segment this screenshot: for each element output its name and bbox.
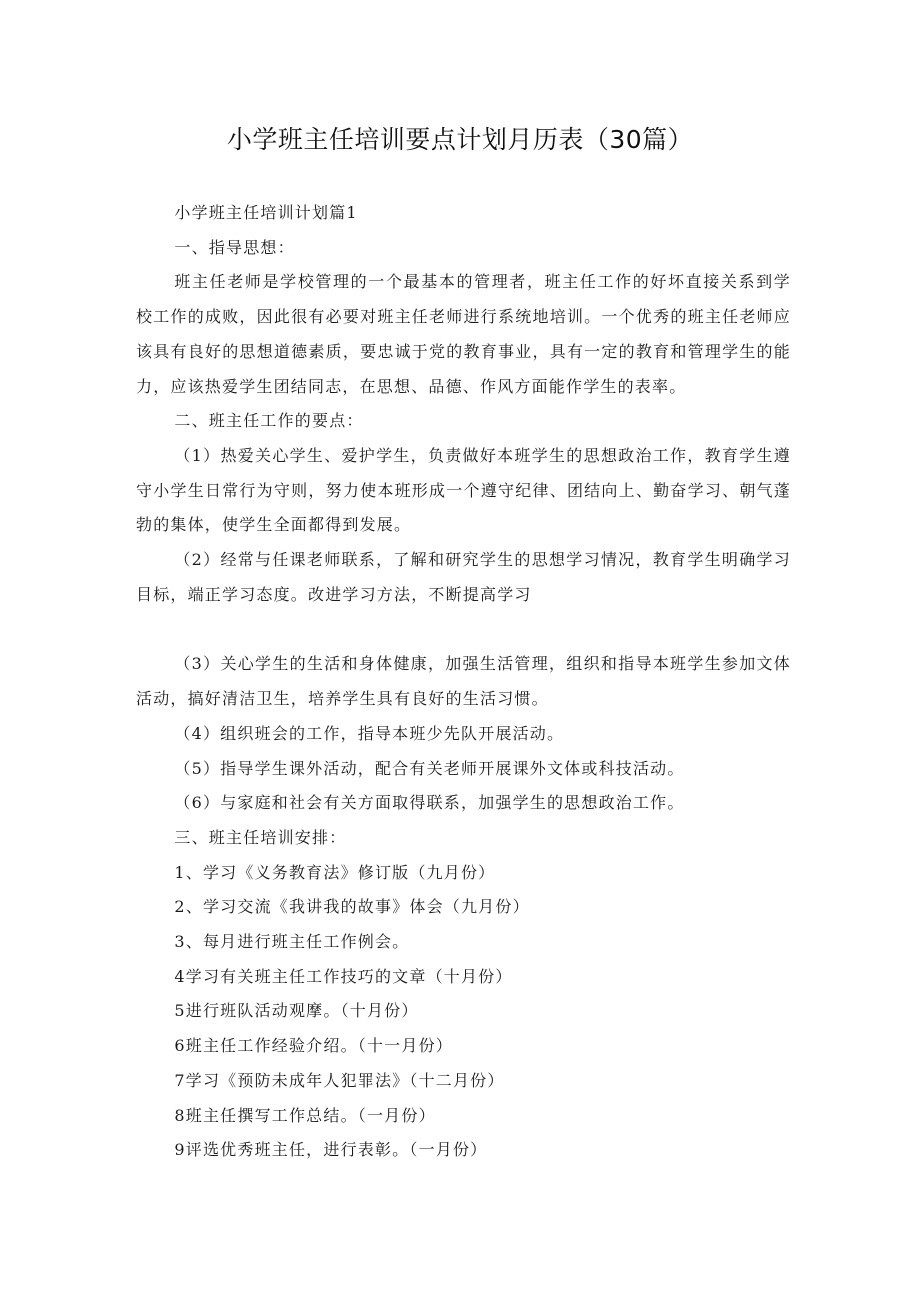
paragraph: 班主任老师是学校管理的一个最基本的管理者，班主任工作的好坏直接关系到学校工作的成败，因此很有必要对班主任老师进行系统地培训。一个优秀的班主任老师应该具有良好的思想道德素质，要忠诚于党的教育事业，具有一定的教育和管理学生的能力，应该热爱学生团结同志，在思想、品德、作风方面能作学生的表率。 bbox=[136, 272, 791, 396]
list-item: 6班主任工作经验介绍。（十一月份） bbox=[174, 1036, 453, 1056]
section-heading: 三、班主任培训安排： bbox=[174, 827, 347, 847]
list-item: 3、每月进行班主任工作例会。 bbox=[174, 932, 410, 952]
document-body bbox=[136, 196, 791, 1168]
list-item: 4学习有关班主任工作技巧的文章（十月份） bbox=[174, 966, 513, 986]
list-item: 5进行班队活动观摩。（十月份） bbox=[174, 1001, 419, 1021]
section-heading: 二、班主任工作的要点： bbox=[174, 411, 364, 431]
list-item: 1、学习《义务教育法》修订版（九月份） bbox=[174, 862, 496, 882]
document-title: 小学班主任培训要点计划月历表（30篇） bbox=[226, 125, 694, 154]
list-item: 2、学习交流《我讲我的故事》体会（九月份） bbox=[174, 897, 530, 917]
section-heading: 小学班主任培训计划篇1 bbox=[174, 203, 358, 222]
section-heading: 一、指导思想： bbox=[174, 237, 295, 257]
paragraph: （6）与家庭和社会有关方面取得联系，加强学生的思想政治工作。 bbox=[174, 793, 685, 813]
paragraph: （5）指导学生课外活动，配合有关老师开展课外文体或科技活动。 bbox=[174, 758, 685, 778]
paragraph: （4）组织班会的工作，指导本班少先队开展活动。 bbox=[174, 723, 565, 743]
list-item: 7学习《预防未成年人犯罪法》（十二月份） bbox=[174, 1070, 505, 1090]
list-item: 8班主任撰写工作总结。（一月份） bbox=[174, 1105, 436, 1125]
paragraph: （3）关心学生的生活和身体健康，加强生活管理，组织和指导本班学生参加文体活动，搞好清洁卫生，培养学生具有良好的生活习惯。 bbox=[136, 654, 791, 709]
paragraph: （2）经常与任课老师联系，了解和研究学生的思想学习情况，教育学生明确学习目标，端正学习态度。改进学习方法，不断提高学习 bbox=[136, 550, 791, 604]
blank-line bbox=[136, 612, 791, 647]
list-item: 9评选优秀班主任，进行表彰。（一月份） bbox=[174, 1140, 488, 1160]
paragraph: （1）热爱关心学生、爱护学生，负责做好本班学生的思想政治工作，教育学生遵守小学生日常行为守则，努力使本班形成一个遵守纪律、团结向上、勤奋学习、朝气蓬勃的集体，使学生全面都得到发展。 bbox=[136, 445, 791, 535]
